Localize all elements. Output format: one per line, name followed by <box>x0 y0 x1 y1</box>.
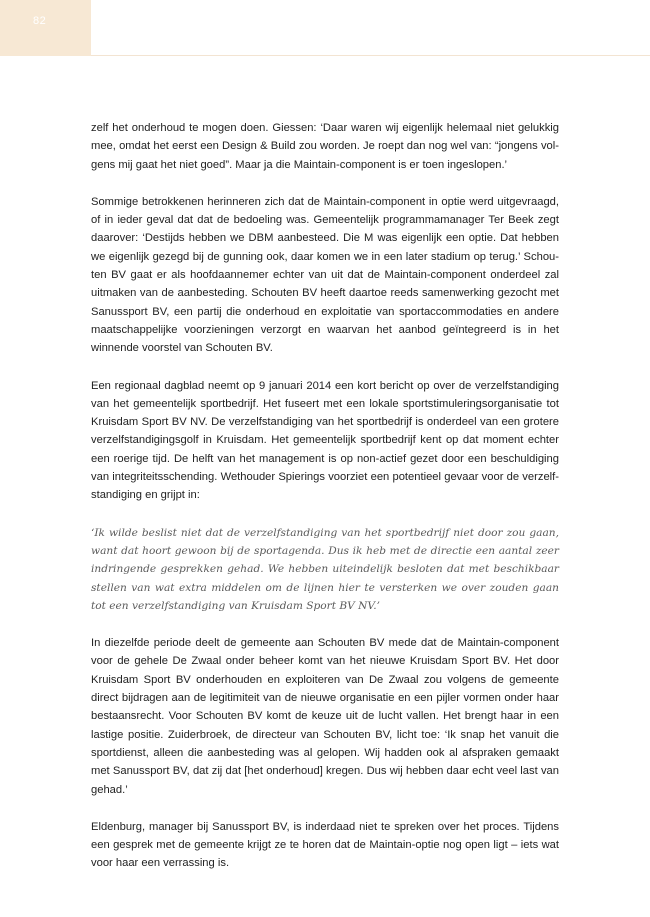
header-divider <box>91 55 650 56</box>
paragraph-2: Sommige betrokkenen herinneren zich dat de Maintain-component in optie werd uitgevraagd, of in ieder geval dat dat de bedoeling was. Gemeentelijk programmamanager Ter Beek zegt daarover: ‘Destijds hebben we DBM aanbesteed. Die M was eigenlijk een optie. Dat hebben we eigenlijk gezegd bij de gunning ook, daar komen we in een later stadium op terug.’ Schouten BV gaat er als hoofdaannemer echter van uit dat de Maintain-component onderdeel zal uitmaken van de aanbesteding. Schouten BV heeft daartoe reeds samenwerking gezocht met Sanussport BV, een partij die onderhoud en exploitatie van sportaccommodaties en andere maatschappelijke voorzieningen verzorgt en waarvan het aanbod geïntegreerd is in het winnende voorstel van Schouten BV. <box>91 195 559 355</box>
block-quote: ‘Ik wilde beslist niet dat de verzelfstandiging van het sportbedrijf niet door zou gaan, want dat hoort gewoon bij de sportagenda. Dus ik heb met de directie een aantal zeer indringende gesprekken gehad. We hebben uiteindelijk besloten dat met beschikbaar stellen van wat extra middelen om de lijnen hier te versterken we over zouden gaan tot een verzelfstandiging van Kruisdam Sport BV NV.’ <box>91 526 559 612</box>
paragraph-4: In diezelfde periode deelt de gemeente aan Schouten BV mede dat de Maintain-component voor de gehele De Zwaal onder beheer komt van het nieuwe Kruisdam Sport BV. Het door Kruisdam Sport BV onderhouden en exploiteren van De Zwaal zou volgens de gemeente direct bijdragen aan de legitimiteit van de nieuwe organisatie en een pijler vormen onder haar bestaansrecht. Voor Schouten BV komt de keuze uit de lucht vallen. Het brengt haar in een lastige positie. Zuiderbroek, de directeur van Schouten BV, licht toe: ‘Ik snap het vanuit die sportdienst, alleen die aanbesteding was al gelopen. Wij hadden ook al afspraken gemaakt met Sanussport BV, dat zij dat [het onderhoud] kregen. Dus wij hebben daar echt veel last van gehad.’ <box>91 637 559 796</box>
paragraph-5: Eldenburg, manager bij Sanussport BV, is inderdaad niet te spreken over het proces. Tijdens een gesprek met de gemeente krijgt ze te horen dat de Maintain-optie nog open ligt – iets wat voor haar een verrassing is. <box>91 820 559 870</box>
page-number: 82 <box>33 15 47 27</box>
body-text <box>91 119 559 892</box>
paragraph-1: zelf het onderhoud te mogen doen. Giessen: ‘Daar waren wij eigenlijk helemaal niet gelukkig mee, omdat het eerst een Design & Build zou worden. Je roept dan nog wel van: “jongens volgens mij gaat het niet goed”. Maar ja die Maintain-component is er toen ingeslopen.’ <box>91 122 559 171</box>
paragraph-3: Een regionaal dagblad neemt op 9 januari 2014 een kort bericht op over de verzelfstandiging van het gemeentelijk sportbedrijf. Het fuseert met een lokale sportstimuleringsorganisatie tot Kruisdam Sport BV NV. De verzelfstandiging van het sportbedrijf is onderdeel van een grotere verzelfstandigingsgolf in Kruisdam. Het gemeentelijk sportbedrijf kent op dat moment echter een roerige tijd. De helft van het management is op non-actief gezet door een beschuldiging van integriteitsschending. Wethouder Spierings voorziet een potentieel gevaar voor de verzelfstandiging en grijpt in: <box>91 379 559 502</box>
page-number-tab <box>0 0 91 56</box>
